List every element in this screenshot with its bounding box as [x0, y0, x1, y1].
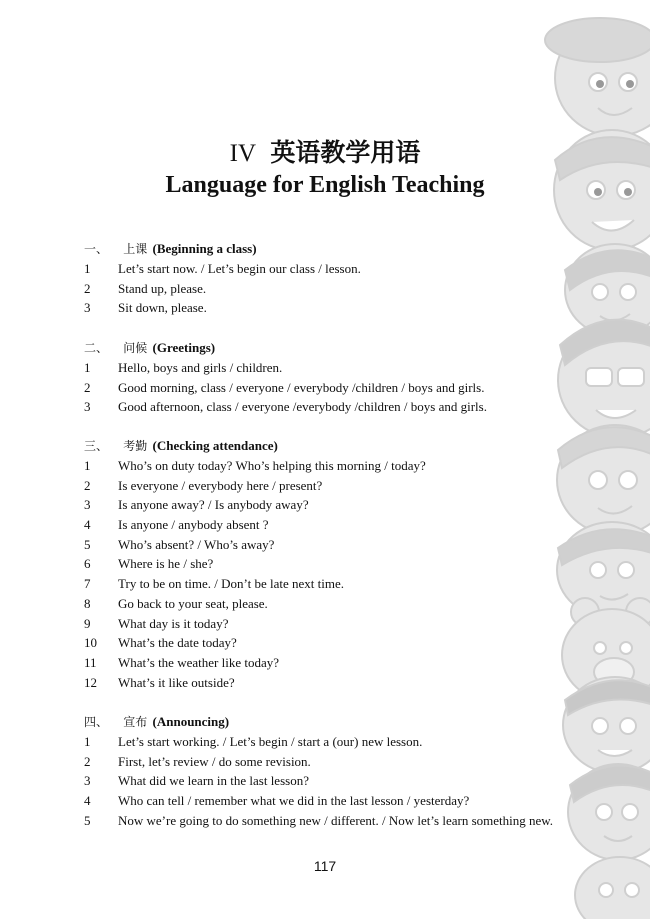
section-announcing — [84, 712, 604, 830]
section-beginning-a-class — [84, 239, 604, 318]
list-item: 4 Is anyone / anybody absent ? — [84, 517, 269, 533]
list-item: 12 What’s it like outside? — [84, 674, 235, 690]
list-item: 7 Try to be on time. / Don’t be late next time. — [84, 576, 345, 592]
list-item: 8 Go back to your seat, please. — [84, 595, 268, 611]
cartoon-face-icon — [545, 18, 650, 136]
section-heading: 三、 考勤 (Checking attendance) — [84, 438, 278, 453]
list-item: 10 What’s the date today? — [84, 635, 237, 651]
list-item: 5 Who’s absent? / Who’s away? — [84, 536, 275, 552]
list-item: 1 Let’s start now. / Let’s begin our class / lesson. — [84, 261, 361, 276]
list-item: 5 Now we’re going to do something new / different. / Now let’s learn something new. — [84, 812, 554, 828]
list-item: 2 Good morning, class / everyone / everybody /children / boys and girls. — [84, 379, 485, 395]
list-item: 3 Sit down, please. — [84, 300, 207, 316]
page-title-english: Language for English Teaching — [165, 172, 485, 198]
page-title-chinese — [0, 133, 650, 169]
list-item: 3 What did we learn in the last lesson? — [84, 773, 309, 789]
list-item: 1 Let’s start working. / Let’s begin / start a (our) new lesson. — [84, 734, 423, 749]
list-item: 1 Hello, boys and girls / children. — [84, 360, 283, 375]
section-greetings — [84, 338, 604, 417]
list-item: 1 Who’s on duty today? Who’s helping this morning / today? — [84, 458, 426, 473]
list-item: 3 Is anyone away? / Is anybody away? — [84, 497, 309, 513]
list-item: 2 First, let’s review / do some revision. — [84, 753, 311, 769]
list-item: 6 Where is he / she? — [84, 556, 214, 572]
title-chinese-text: 英语教学用语 — [270, 138, 421, 167]
list-item: 2 Is everyone / everybody here / present? — [84, 477, 323, 493]
page-number: 117 — [313, 858, 337, 874]
section-heading: 四、 宣布 (Announcing) — [84, 714, 230, 729]
list-item: 4 Who can tell / remember what we did in the last lesson / yesterday? — [84, 793, 470, 809]
section-checking-attendance — [84, 436, 604, 692]
section-heading: 一、 上课 (Beginning a class) — [84, 241, 257, 256]
list-item: 2 Stand up, please. — [84, 280, 207, 296]
section-roman-numeral: IV — [229, 140, 257, 167]
section-heading: 二、 问候 (Greetings) — [84, 340, 216, 355]
list-item: 3 Good afternoon, class / everyone /everybody /children / boys and girls. — [84, 399, 487, 415]
list-item: 9 What day is it today? — [84, 615, 229, 631]
list-item: 11 What’s the weather like today? — [84, 654, 279, 670]
